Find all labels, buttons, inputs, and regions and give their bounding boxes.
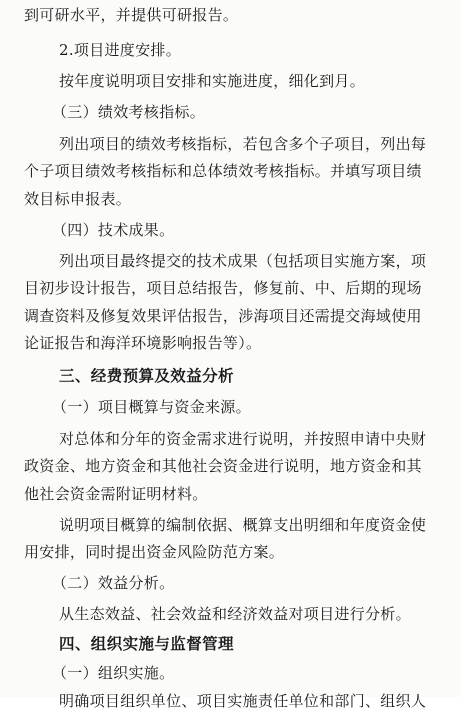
text-line-18: 说明项目概算的编制依据、概算支出明细和年度资金使 (59, 516, 427, 534)
text-line-9: 列出项目最终提交的技术成果（包括项目实施方案，项 (59, 252, 427, 270)
section-heading-budget-source: （一）项目概算与资金来源。 (52, 398, 251, 416)
text-line-2: 2.项目进度安排。 (59, 41, 182, 59)
text-line-15: 对总体和分年的资金需求进行说明，并按照申请中央财 (59, 430, 427, 448)
text-line-17: 他社会资金需附证明材料。 (24, 485, 208, 503)
text-line-12: 论证报告和海洋环境影响报告等）。 (24, 334, 262, 352)
section-heading-performance: （三）绩效考核指标。 (52, 103, 206, 121)
text-line-6: 个子项目绩效考核指标和总体绩效考核指标。并填写项目绩 (24, 162, 422, 180)
text-line-3: 按年度说明项目安排和实施进度，细化到月。 (59, 72, 366, 90)
chapter-heading-organization: 四、组织实施与监督管理 (59, 635, 234, 653)
text-line-7: 效目标申报表。 (24, 190, 132, 208)
section-heading-benefit: （二）效益分析。 (52, 574, 175, 592)
text-line-10: 目初步设计报告，项目总结报告，修复前、中、后期的现场 (24, 279, 422, 297)
text-line-24: 明确项目组织单位、项目实施责任单位和部门、组织人 (59, 692, 427, 710)
text-line-1: 到可研水平，并提供可研报告。 (24, 6, 239, 24)
text-line-16: 政资金、地方资金和其他社会资金进行说明，地方资金和其 (24, 457, 422, 475)
section-heading-tech-results: （四）技术成果。 (52, 221, 175, 239)
text-line-11: 调查资料及修复效果评估报告，涉海项目还需提交海域使用 (24, 307, 422, 325)
section-heading-implementation: （一）组织实施。 (52, 664, 175, 682)
text-line-5: 列出项目的绩效考核指标，若包含多个子项目，列出每 (59, 135, 427, 153)
text-line-21: 从生态效益、社会效益和经济效益对项目进行分析。 (59, 605, 411, 623)
text-line-19: 用安排，同时提出资金风险防范方案。 (24, 543, 285, 561)
chapter-heading-budget: 三、经费预算及效益分析 (59, 367, 234, 385)
